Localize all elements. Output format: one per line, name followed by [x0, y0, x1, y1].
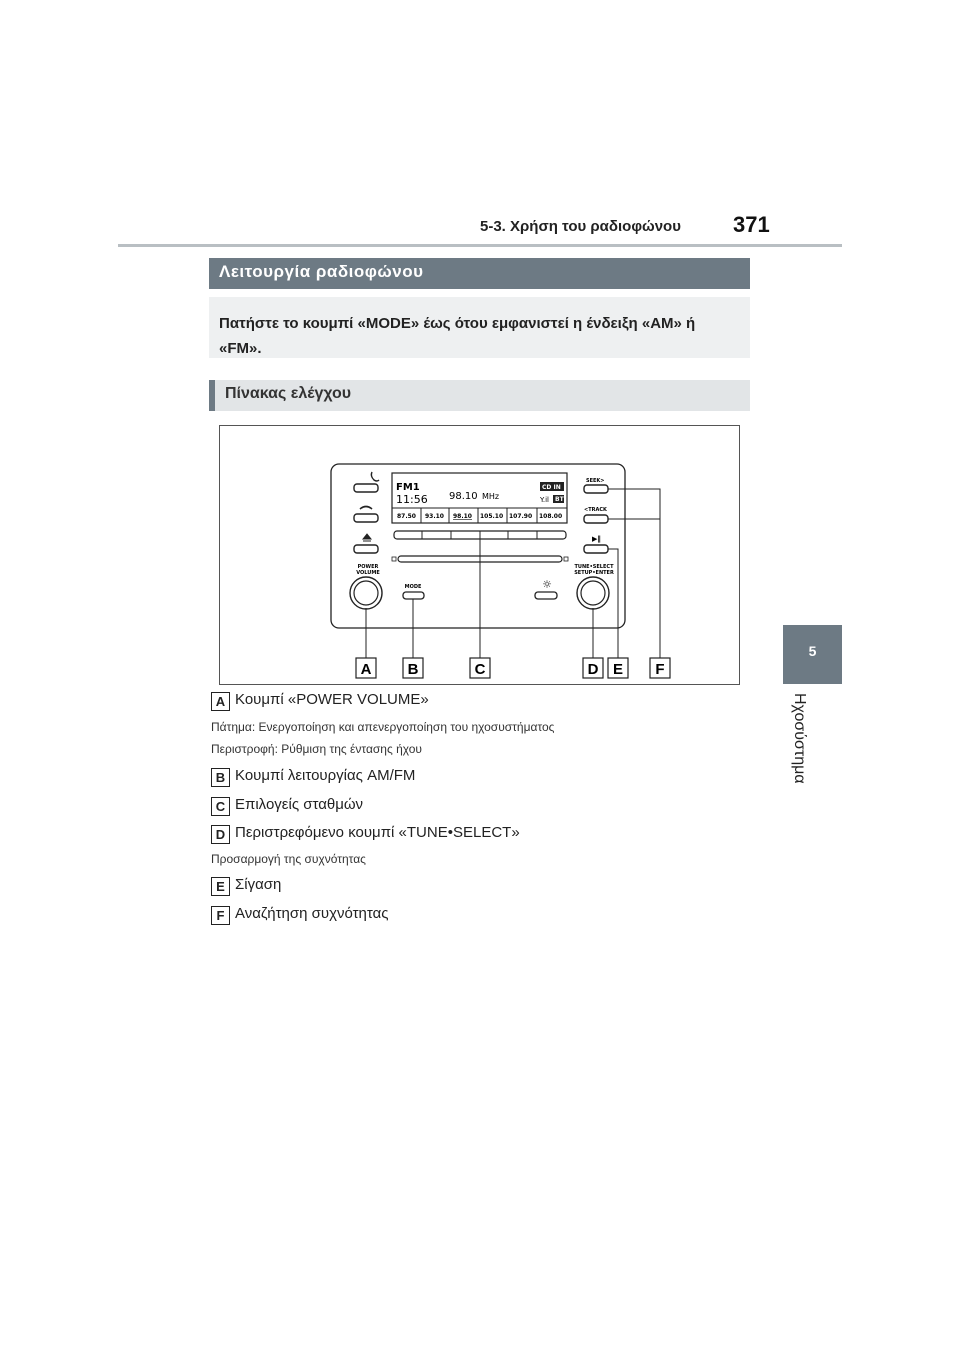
track-button — [584, 515, 608, 523]
list-item-d — [211, 824, 520, 844]
callout-c: C — [474, 661, 486, 678]
callout-e: E — [612, 661, 624, 678]
section-title: Λειτουργία ραδιοφώνου — [219, 262, 424, 281]
phone-button — [354, 484, 378, 492]
mode-label: MODE — [404, 584, 422, 590]
page-number: 371 — [733, 212, 770, 237]
preset-4: 105.10 — [480, 513, 504, 520]
item-text-a: Κουμπί «POWER VOLUME» — [235, 691, 429, 708]
item-letter-d: D — [211, 825, 230, 844]
seek-button — [584, 485, 608, 493]
display-unit: MHz — [482, 492, 500, 501]
seek-label: SEEK> — [586, 478, 605, 484]
preset-5: 107.90 — [509, 513, 533, 520]
item-a-note-2: Περιστροφή: Ρύθμιση της έντασης ήχου — [211, 742, 422, 756]
mode-button — [403, 592, 424, 599]
intro-box — [209, 297, 750, 358]
item-letter-e: E — [211, 877, 230, 896]
list-item-a — [211, 691, 429, 711]
item-text-f: Αναζήτηση συχνότητας — [235, 905, 389, 922]
list-item-c — [211, 796, 363, 816]
display-clock: 11:56 — [396, 493, 428, 506]
brightness-icon: ☼ — [542, 578, 552, 591]
item-a-note-1: Πάτημα: Ενεργοποίηση και απενεργοποίηση του ηχοσυστήματος — [211, 720, 555, 734]
preset-1: 87.50 — [397, 513, 416, 520]
control-panel-figure — [219, 425, 740, 685]
track-label: <TRACK — [584, 507, 607, 513]
chapter-name: Ηχοσύστημα — [791, 693, 808, 784]
item-letter-c: C — [211, 797, 230, 816]
radio-panel-illustration — [220, 426, 741, 686]
chapter-tab — [783, 625, 842, 684]
item-letter-a: A — [211, 692, 230, 711]
callout-a: A — [360, 661, 372, 678]
callout-f: F — [655, 661, 665, 678]
item-d-note-1: Προσαρμογή της συχνότητας — [211, 852, 366, 866]
bt-label: BT — [555, 496, 564, 503]
tune-select-label-2: SETUP•ENTER — [574, 570, 614, 576]
display-band: FM1 — [396, 482, 420, 493]
item-letter-f: F — [211, 906, 230, 925]
list-item-e — [211, 876, 281, 896]
item-text-e: Σίγαση — [235, 876, 282, 893]
item-text-b: Κουμπί λειτουργίας AM/FM — [235, 767, 416, 784]
subsection-title: Πίνακας ελέγχου — [225, 385, 352, 402]
chapter-number: 5 — [808, 643, 817, 659]
display-frequency: 98.10 — [449, 491, 478, 502]
power-volume-label-1: POWER — [357, 564, 379, 570]
mute-button — [584, 545, 608, 553]
play-pause-icon: ▶‖ — [592, 535, 601, 543]
hang-up-button — [354, 514, 378, 522]
callout-b: B — [407, 661, 419, 678]
list-item-b — [211, 767, 415, 787]
tune-select-label-1: TUNE•SELECT — [574, 564, 614, 570]
item-text-c: Επιλογείς σταθμών — [235, 796, 364, 813]
callout-d: D — [587, 661, 599, 678]
power-volume-label-2: VOLUME — [356, 570, 380, 576]
brightness-button — [535, 592, 557, 599]
preset-3: 98.10 — [453, 513, 472, 520]
subsection-title-banner — [209, 380, 750, 411]
section-title-banner — [209, 258, 750, 289]
intro-text: Πατήστε το κουμπί «MODE» έως ότου εμφανιστεί η ένδειξη «AM» ή «FM». — [219, 315, 696, 357]
cd-in-label: CD IN — [542, 484, 561, 491]
item-text-d: Περιστρεφόμενο κουμπί «TUNE•SELECT» — [235, 824, 520, 841]
signal-icon: Y.il — [540, 496, 549, 504]
preset-2: 93.10 — [425, 513, 444, 520]
eject-button — [354, 545, 378, 553]
preset-6: 108.00 — [539, 513, 563, 520]
item-letter-b: B — [211, 768, 230, 787]
list-item-f — [211, 905, 388, 925]
header-divider — [118, 244, 842, 247]
section-header-title: 5-3. Χρήση του ραδιοφώνου — [480, 218, 681, 235]
